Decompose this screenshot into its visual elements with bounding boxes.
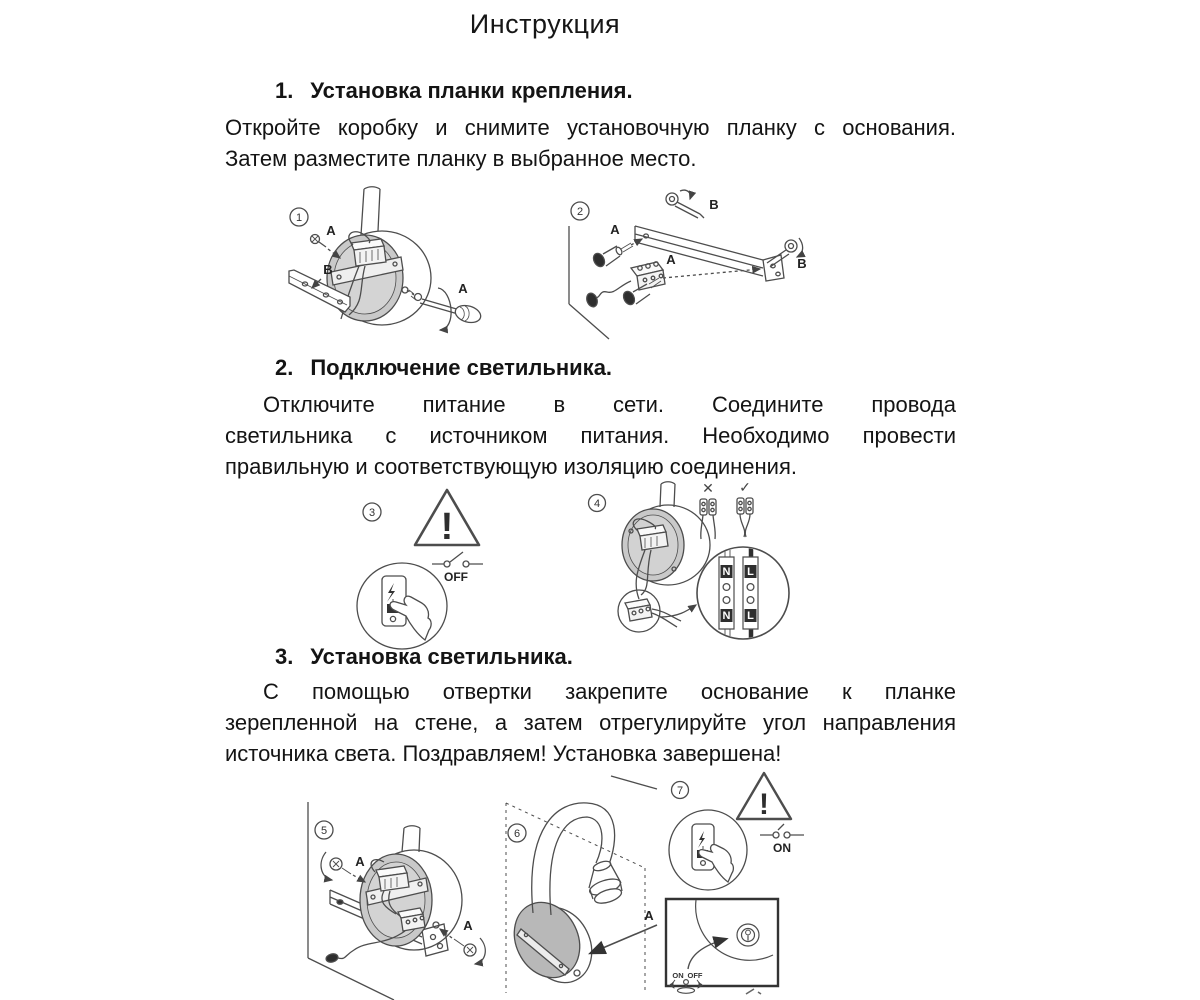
paragraph-line: С помощью отвертки закрепите основание к планке	[263, 679, 956, 704]
screwdriver-shaft	[420, 299, 460, 314]
page-title: Инструкция	[469, 9, 621, 39]
label-screw-a: A	[463, 918, 473, 933]
figure-6-drawing	[502, 776, 657, 994]
section-1-heading	[225, 78, 956, 104]
open-switch-icon	[432, 552, 483, 564]
wall-anchor	[621, 289, 636, 306]
section-2-number: 2.	[275, 355, 294, 380]
figure-1-lamp-base-and-bracket	[255, 183, 515, 335]
figure-3-number: 3	[368, 507, 376, 519]
wall-anchor	[591, 251, 606, 268]
terminal-l: L	[747, 610, 754, 622]
label-anchor-a: A	[666, 252, 676, 267]
label-bracket-b: B	[323, 262, 333, 277]
closed-switch-icon	[760, 824, 804, 835]
section-1-title: Установка планки крепления.	[310, 78, 633, 103]
paragraph-line: светильника с источником питания. Необходимо провести	[225, 423, 956, 448]
figure-1-number: 1	[295, 212, 303, 224]
figure-2-drawing	[569, 190, 803, 339]
lamp-head-neck	[592, 859, 612, 872]
exclamation-mark: !	[440, 506, 454, 548]
exclamation-mark: !	[759, 788, 769, 821]
figure-7-power-on	[648, 770, 830, 894]
figure-5-drawing	[308, 802, 485, 1000]
paragraph-line: источника света. Поздравляем! Установка завершена!	[225, 741, 782, 766]
terminal-n: N	[722, 566, 731, 578]
section-2-heading	[225, 355, 956, 381]
terminal-n: N	[722, 610, 731, 622]
lamp-tube	[402, 826, 420, 852]
figure-4-number: 4	[593, 498, 601, 510]
direction-arrow	[591, 925, 657, 953]
figure-5-attach-base	[272, 770, 520, 1000]
section-3-heading	[225, 644, 956, 670]
section-3-paragraph	[225, 676, 956, 769]
section-2-title: Подключение светильника.	[310, 355, 613, 380]
lamp-tube	[660, 482, 675, 507]
on-label: ON	[672, 971, 684, 980]
figure-1-drawing	[289, 187, 483, 330]
figure-6-number: 6	[513, 828, 521, 840]
paragraph-line: зерепленной на стене, а затем отрегулируйте угол направления	[225, 710, 956, 735]
paragraph-line: правильную и соответствующую изоляцию соединения.	[225, 454, 797, 479]
check-mark: ✓	[739, 479, 751, 495]
off-label: OFF	[687, 971, 703, 980]
label-screw-b: B	[797, 256, 807, 271]
screwdriver-handle	[453, 303, 482, 326]
wall-anchor	[585, 292, 599, 309]
lamp-tube	[361, 187, 380, 235]
figure-7-drawing	[669, 773, 804, 890]
screw-b	[785, 240, 797, 252]
off-label: OFF	[444, 570, 468, 584]
figure-8-button-detail	[662, 895, 786, 998]
terminal-detail	[719, 545, 758, 641]
terminal-l: L	[747, 566, 754, 578]
label-arrow-a: A	[644, 908, 654, 923]
figure-2-number: 2	[576, 206, 584, 218]
section-2-paragraph	[225, 389, 956, 482]
label-screwdriver-a: A	[458, 281, 468, 296]
paragraph-line: Откройте коробку и снимите установочную планку с основания.	[225, 115, 956, 140]
figure-5-number: 5	[320, 825, 328, 837]
paragraph-line: Отключите питание в сети. Соедините провода	[263, 392, 956, 417]
figure-3-power-off-warning	[330, 482, 510, 650]
label-screw-a: A	[326, 223, 336, 238]
correct-connector	[737, 498, 753, 537]
figure-4-drawing	[589, 482, 790, 641]
on-label: ON	[773, 841, 791, 855]
wrong-mark: ✕	[702, 480, 714, 496]
label-screw-a: A	[355, 854, 365, 869]
wire	[652, 609, 681, 627]
magnifier-arrow	[660, 605, 696, 617]
section-3-number: 3.	[275, 644, 294, 669]
wall-corner	[569, 226, 609, 339]
figure-4-wire-connection	[575, 479, 805, 651]
label-anchor-a: A	[610, 222, 620, 237]
cutoff-mark	[746, 989, 761, 994]
paragraph-line: Затем разместите планку в выбранное место.	[225, 146, 697, 171]
screw-b	[666, 193, 678, 205]
figure-2-bracket-on-wall	[553, 184, 815, 342]
label-screw-b: B	[709, 197, 719, 212]
section-1-paragraph	[225, 112, 956, 174]
section-1-number: 1.	[275, 78, 294, 103]
section-3-title: Установка светильника.	[310, 644, 573, 669]
figure-7-number: 7	[676, 785, 684, 797]
